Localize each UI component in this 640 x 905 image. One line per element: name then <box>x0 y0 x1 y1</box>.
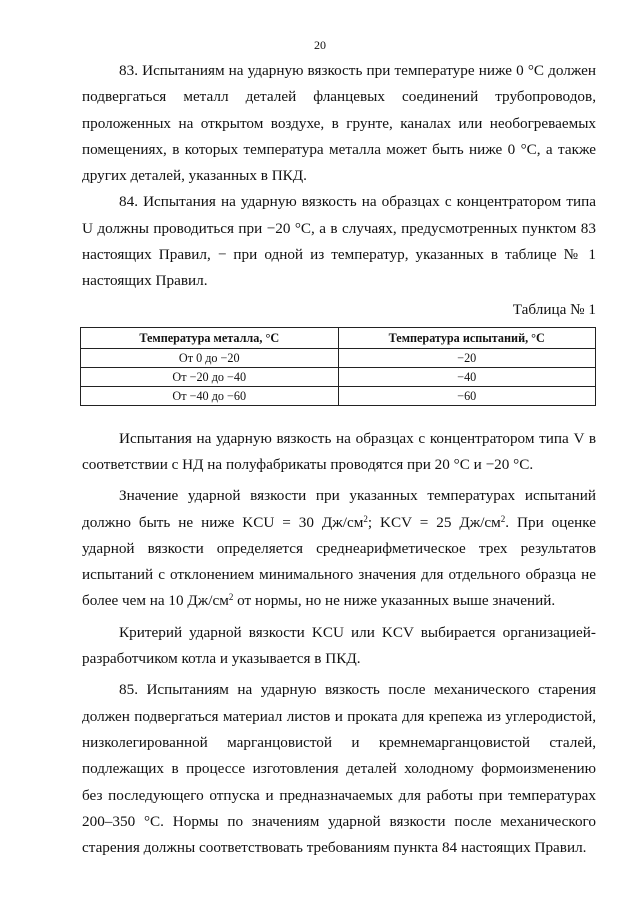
superscript: 2 <box>500 513 506 524</box>
table-caption: Таблица № 1 <box>512 300 596 318</box>
paragraph-84: 84. Испытания на ударную вязкость на образцах с концентратором типа U должны проводиться при −20 °C, а в случаях, предусмотренных пунктом 83 настоящих Правил, − при одной из температур, указанных в таблице № 1 настоящих Правил. <box>82 193 596 290</box>
paragraph-criterion: Критерий ударной вязкости KCU или KCV выбирается организацией-разработчиком котла и указывается в ПКД. <box>82 623 596 668</box>
page-content <box>82 58 596 861</box>
table-cell: −20 <box>338 348 596 367</box>
impact-value-text-2: ; KCV = 25 Дж/см <box>367 513 501 531</box>
table-row <box>81 386 596 405</box>
table-cell: −40 <box>338 367 596 386</box>
table-header-test-temp: Температура испытаний, °C <box>338 327 596 348</box>
table-cell: От −40 до −60 <box>81 386 339 405</box>
temperature-table <box>80 327 596 406</box>
impact-value-text-4: от нормы, но не ниже указанных выше значений. <box>233 592 556 610</box>
page-number: 20 <box>314 38 326 52</box>
table-row <box>81 348 596 367</box>
table-cell: −60 <box>338 386 596 405</box>
table-cell: От 0 до −20 <box>81 348 339 367</box>
paragraph-impact-value <box>82 483 596 614</box>
table-cell: От −20 до −40 <box>81 367 339 386</box>
table-row <box>81 367 596 386</box>
paragraph-85: 85. Испытаниям на ударную вязкость после механического старения должен подвергаться материал листов и проката для крепежа из углеродистой, низколегированной марганцовистой и кремнемарганцовистой сталей, подлежащих в процессе изготовления деталей холодному формоизменению без последующего отпуска и предназначаемых для работы при температурах 200–350 °C. Нормы по значениям ударной вязкости после механического старения должны соответствовать требованиям пункта 84 настоящих Правил. <box>82 681 596 857</box>
table-header-metal-temp: Температура металла, °C <box>81 327 339 348</box>
paragraph-nd-tests: Испытания на ударную вязкость на образцах с концентратором типа V в соответствии с НД на полуфабрикаты проводятся при 20 °C и −20 °C. <box>82 429 596 473</box>
superscript: 2 <box>228 592 234 603</box>
impact-value-text-3: . При оценке ударной вязкости определяется среднеарифметическое трех результатов испытаний с отклонением минимального значения для отдельного образца не более чем на 10 Дж/см <box>82 513 596 610</box>
table-header-row <box>81 327 596 348</box>
impact-value-text-1: Значение ударной вязкости при указанных температурах испытаний должно быть не ниже KCU = 30 Дж/см <box>82 487 596 531</box>
paragraph-83: 83. Испытаниям на ударную вязкость при температуре ниже 0 °C должен подвергаться металл деталей фланцевых соединений трубопроводов, проложенных на открытом воздухе, в грунте, каналах или необогреваемых помещениях, в которых температура металла может быть ниже 0 °C, а также других деталей, указанных в ПКД. <box>82 62 596 185</box>
superscript: 2 <box>363 513 368 524</box>
